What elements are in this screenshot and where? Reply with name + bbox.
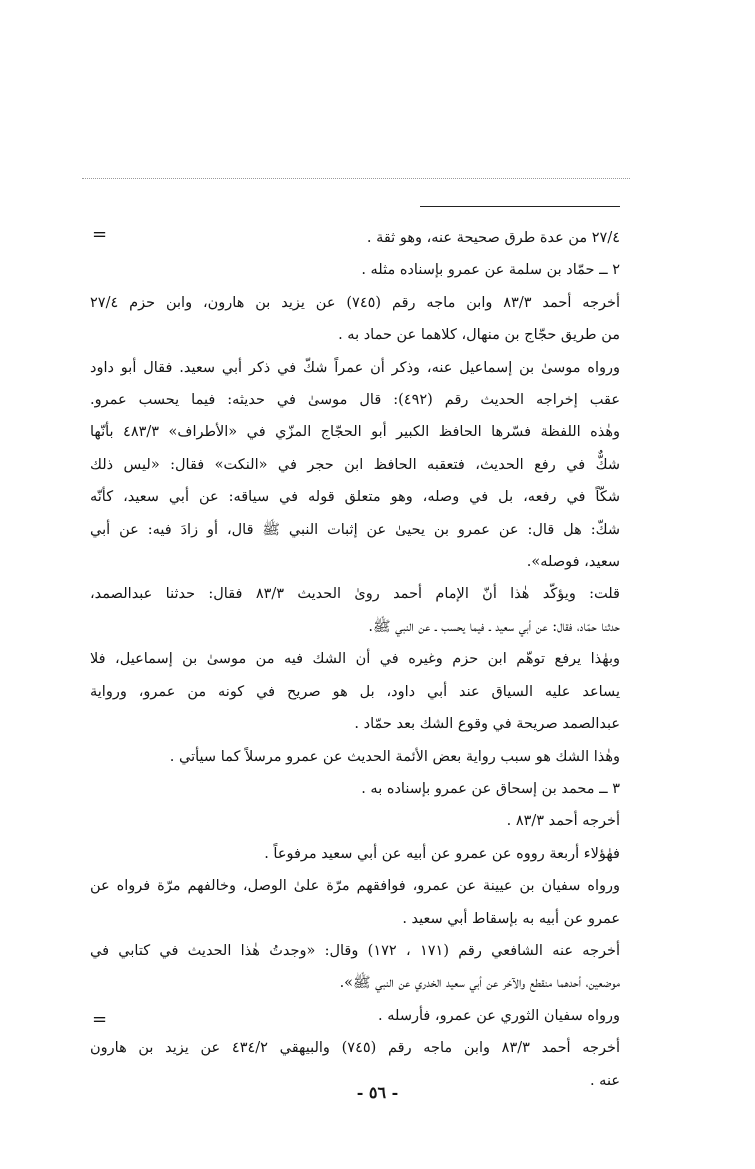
- text-line: ورواه موسىٰ بن إسماعيل عنه، وذكر أن عمراً شكّ في ذكر أبي سعيد. فقال أبو داود: [90, 359, 620, 376]
- text-line: شكّاً في رفعه، بل في وصله، وهو متعلق قوله في سياقه: عن أبي سعيد، كأنّه: [90, 489, 620, 506]
- text-line: أخرجه أحمد ٨٣/٣ .: [506, 813, 620, 830]
- text-line: ورواه سفيان بن عيينة عن عمرو، فوافقهم مرّة علىٰ الوصل، وخالفهم مرّة فرواه عن: [90, 878, 620, 895]
- text-line: عمرو عن أبيه به بإسقاط أبي سعيد .: [402, 910, 620, 927]
- text-line: موضعين، أحدهما منقطع والآخر عن أبي سعيد الخدري عن النبي ﷺ».: [339, 975, 620, 992]
- text-line: من طريق حجّاج بن منهال، كلاهما عن حماد به .: [338, 327, 620, 344]
- text-line: ورواه سفيان الثوري عن عمرو، فأرسله .: [378, 1007, 620, 1024]
- text-line: قلت: ويؤكّد هٰذا أنّ الإمام أحمد روىٰ الحديث ٨٣/٣ فقال: حدثنا عبدالصمد،: [90, 586, 620, 603]
- text-line: ٣ ــ محمد بن إسحاق عن عمرو بإسناده به .: [361, 780, 620, 797]
- text-line: وهٰذا الشك هو سبب رواية بعض الأئمة الحديث عن عمرو مرسلاً كما سيأتي .: [169, 748, 620, 765]
- text-line: وبهٰذا يرفع توهّم ابن حزم وغيره في أن الشك فيه من موسىٰ بن إسماعيل، فلا: [90, 651, 620, 668]
- text-line: عقب إخراجه الحديث رقم (٤٩٢): قال موسىٰ في حديثه: فيما يحسب عمرو.: [90, 392, 620, 409]
- text-line: أخرجه عنه الشافعي رقم (١٧١ ، ١٧٢) وقال: «وجدتُ هٰذا الحديث في كتابي في: [90, 942, 620, 959]
- text-line: ٢٧/٤ من عدة طرق صحيحة عنه، وهو ثقة .: [366, 230, 620, 246]
- text-line: سعيد، فوصله».: [526, 554, 620, 571]
- text-line: أخرجه أحمد ٨٣/٣ وابن ماجه رقم (٧٤٥) والبيهقي ٤٣٤/٢ عن يزيد بن هارون: [90, 1040, 620, 1057]
- text-line: فهٰؤلاء أربعة رووه عن عمرو عن أبيه عن أبي سعيد مرفوعاً .: [264, 845, 620, 862]
- text-line: ٢ ــ حمّاد بن سلمة عن عمرو بإسناده مثله .: [361, 262, 620, 279]
- footnote-separator-rule: [420, 206, 620, 207]
- text-line: يساعد عليه السياق عند أبي داود، بل هو صريح في كونه من عمرو، ورواية: [90, 683, 620, 700]
- text-line: أخرجه أحمد ٨٣/٣ وابن ماجه رقم (٧٤٥) عن يزيد بن هارون، وابن حزم ٢٧/٤: [90, 294, 620, 311]
- text-line: حدثنا حمّاد، فقال: عن أبي سعيد ـ فيما يحسب ـ عن النبي ﷺ.: [368, 618, 620, 635]
- text-line: عبدالصمد صريحة في وقوع الشك بعد حمّاد .: [354, 716, 620, 733]
- text-line: وهٰذه اللفظة فسّرها الحافظ الكبير أبو الحجّاج المزّي في «الأطراف» ٤٨٣/٣ بأنّها: [90, 424, 620, 441]
- page-number: - ٥٦ -: [356, 1083, 399, 1102]
- text-line: شكٌّ في رفع الحديث، فتعقبه الحافظ ابن حجر في «النكت» فقال: «ليس ذلك: [90, 456, 620, 473]
- continuation-mark-top: =: [92, 224, 108, 245]
- text-line: عنه .: [589, 1072, 620, 1089]
- footnote-text-block: [90, 222, 620, 1097]
- text-line: شكّ: هل قال: عن عمرو بن يحيىٰ عن إثبات النبي ﷺ قال، أو زادَ فيه: عن أبي: [90, 521, 620, 538]
- page-top-dotted-line: [82, 178, 630, 179]
- continuation-mark-bottom: =: [92, 1009, 108, 1030]
